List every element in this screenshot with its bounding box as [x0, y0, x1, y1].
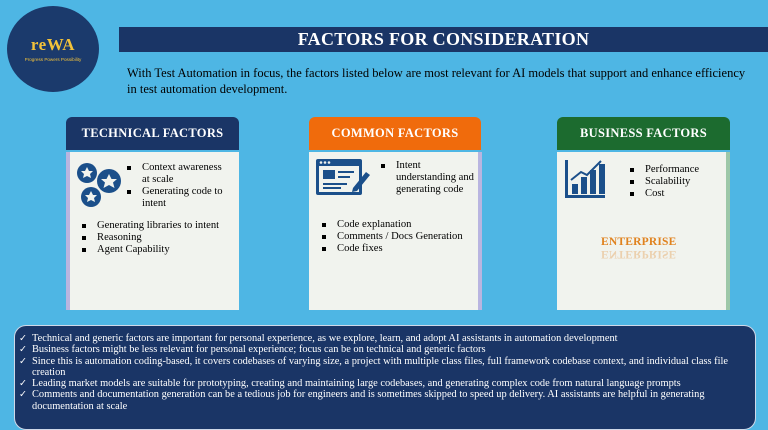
title-bar: [119, 27, 768, 52]
list-item: Reasoning: [97, 232, 237, 244]
enterprise-tag-reflection: ENTERPRISE: [601, 248, 677, 260]
common-bottom-list: [337, 219, 477, 255]
note-item: ✓ Since this is automation coding-based, it covers codebases of varying size, a project with multiple class files, full framework codebase context, and individual class file creation: [32, 356, 744, 379]
list-item: Generating code to intent: [142, 186, 232, 210]
list-item: Context awareness at scale: [142, 162, 232, 186]
list-item: Agent Capability: [97, 244, 237, 256]
list-item: Cost: [645, 188, 725, 200]
list-item: Code fixes: [337, 243, 477, 255]
common-top-list: [396, 160, 476, 196]
list-item: Intent understanding and generating code: [396, 160, 476, 196]
technical-top-list: [142, 162, 232, 210]
note-item: ✓ Technical and generic factors are important for personal experience, as we explore, learn, and adopt AI assistants in automation development: [32, 333, 744, 344]
common-panel-edge: [478, 152, 482, 310]
slide-title: FACTORS FOR CONSIDERATION: [297, 29, 590, 49]
note-item: ✓ Business factors might be less relevant for personal experience; focus can be on technical and generic factors: [32, 344, 744, 355]
note-item: ✓ Leading market models are suitable for prototyping, creating and maintaining large codebases, and generating complex code from natural language prompts: [32, 378, 744, 389]
list-item: Comments / Docs Generation: [337, 231, 477, 243]
note-item: ✓ Comments and documentation generation can be a tedious job for engineers and is sometimes skipped to speed up delivery. AI assistants are helpful in generating documentation at scale: [32, 389, 744, 412]
gears-cluster-icon: [73, 159, 125, 209]
business-top-list: [645, 164, 725, 200]
logo-wordmark: reWA: [30, 35, 76, 54]
business-header: BUSINESS FACTORS: [557, 117, 730, 150]
list-item: Performance: [645, 164, 725, 176]
logo-tagline: Progress Powers Possibility: [24, 57, 82, 62]
code-window-pencil-icon: [315, 158, 371, 198]
list-item: Scalability: [645, 176, 725, 188]
common-header: COMMON FACTORS: [309, 117, 481, 150]
bar-chart-growth-icon: [563, 158, 607, 200]
list-item: Generating libraries to intent: [97, 220, 237, 232]
enterprise-tag: ENTERPRISE: [601, 236, 677, 248]
list-item: Code explanation: [337, 219, 477, 231]
technical-header: TECHNICAL FACTORS: [66, 117, 239, 150]
technical-bottom-list: [97, 220, 237, 256]
brand-logo: [7, 6, 99, 92]
intro-text: With Test Automation in focus, the factors listed below are most relevant for AI models that support and enhance efficiency in test automation development.: [127, 66, 746, 96]
notes-list: [32, 333, 744, 412]
business-panel-edge: [726, 152, 730, 310]
